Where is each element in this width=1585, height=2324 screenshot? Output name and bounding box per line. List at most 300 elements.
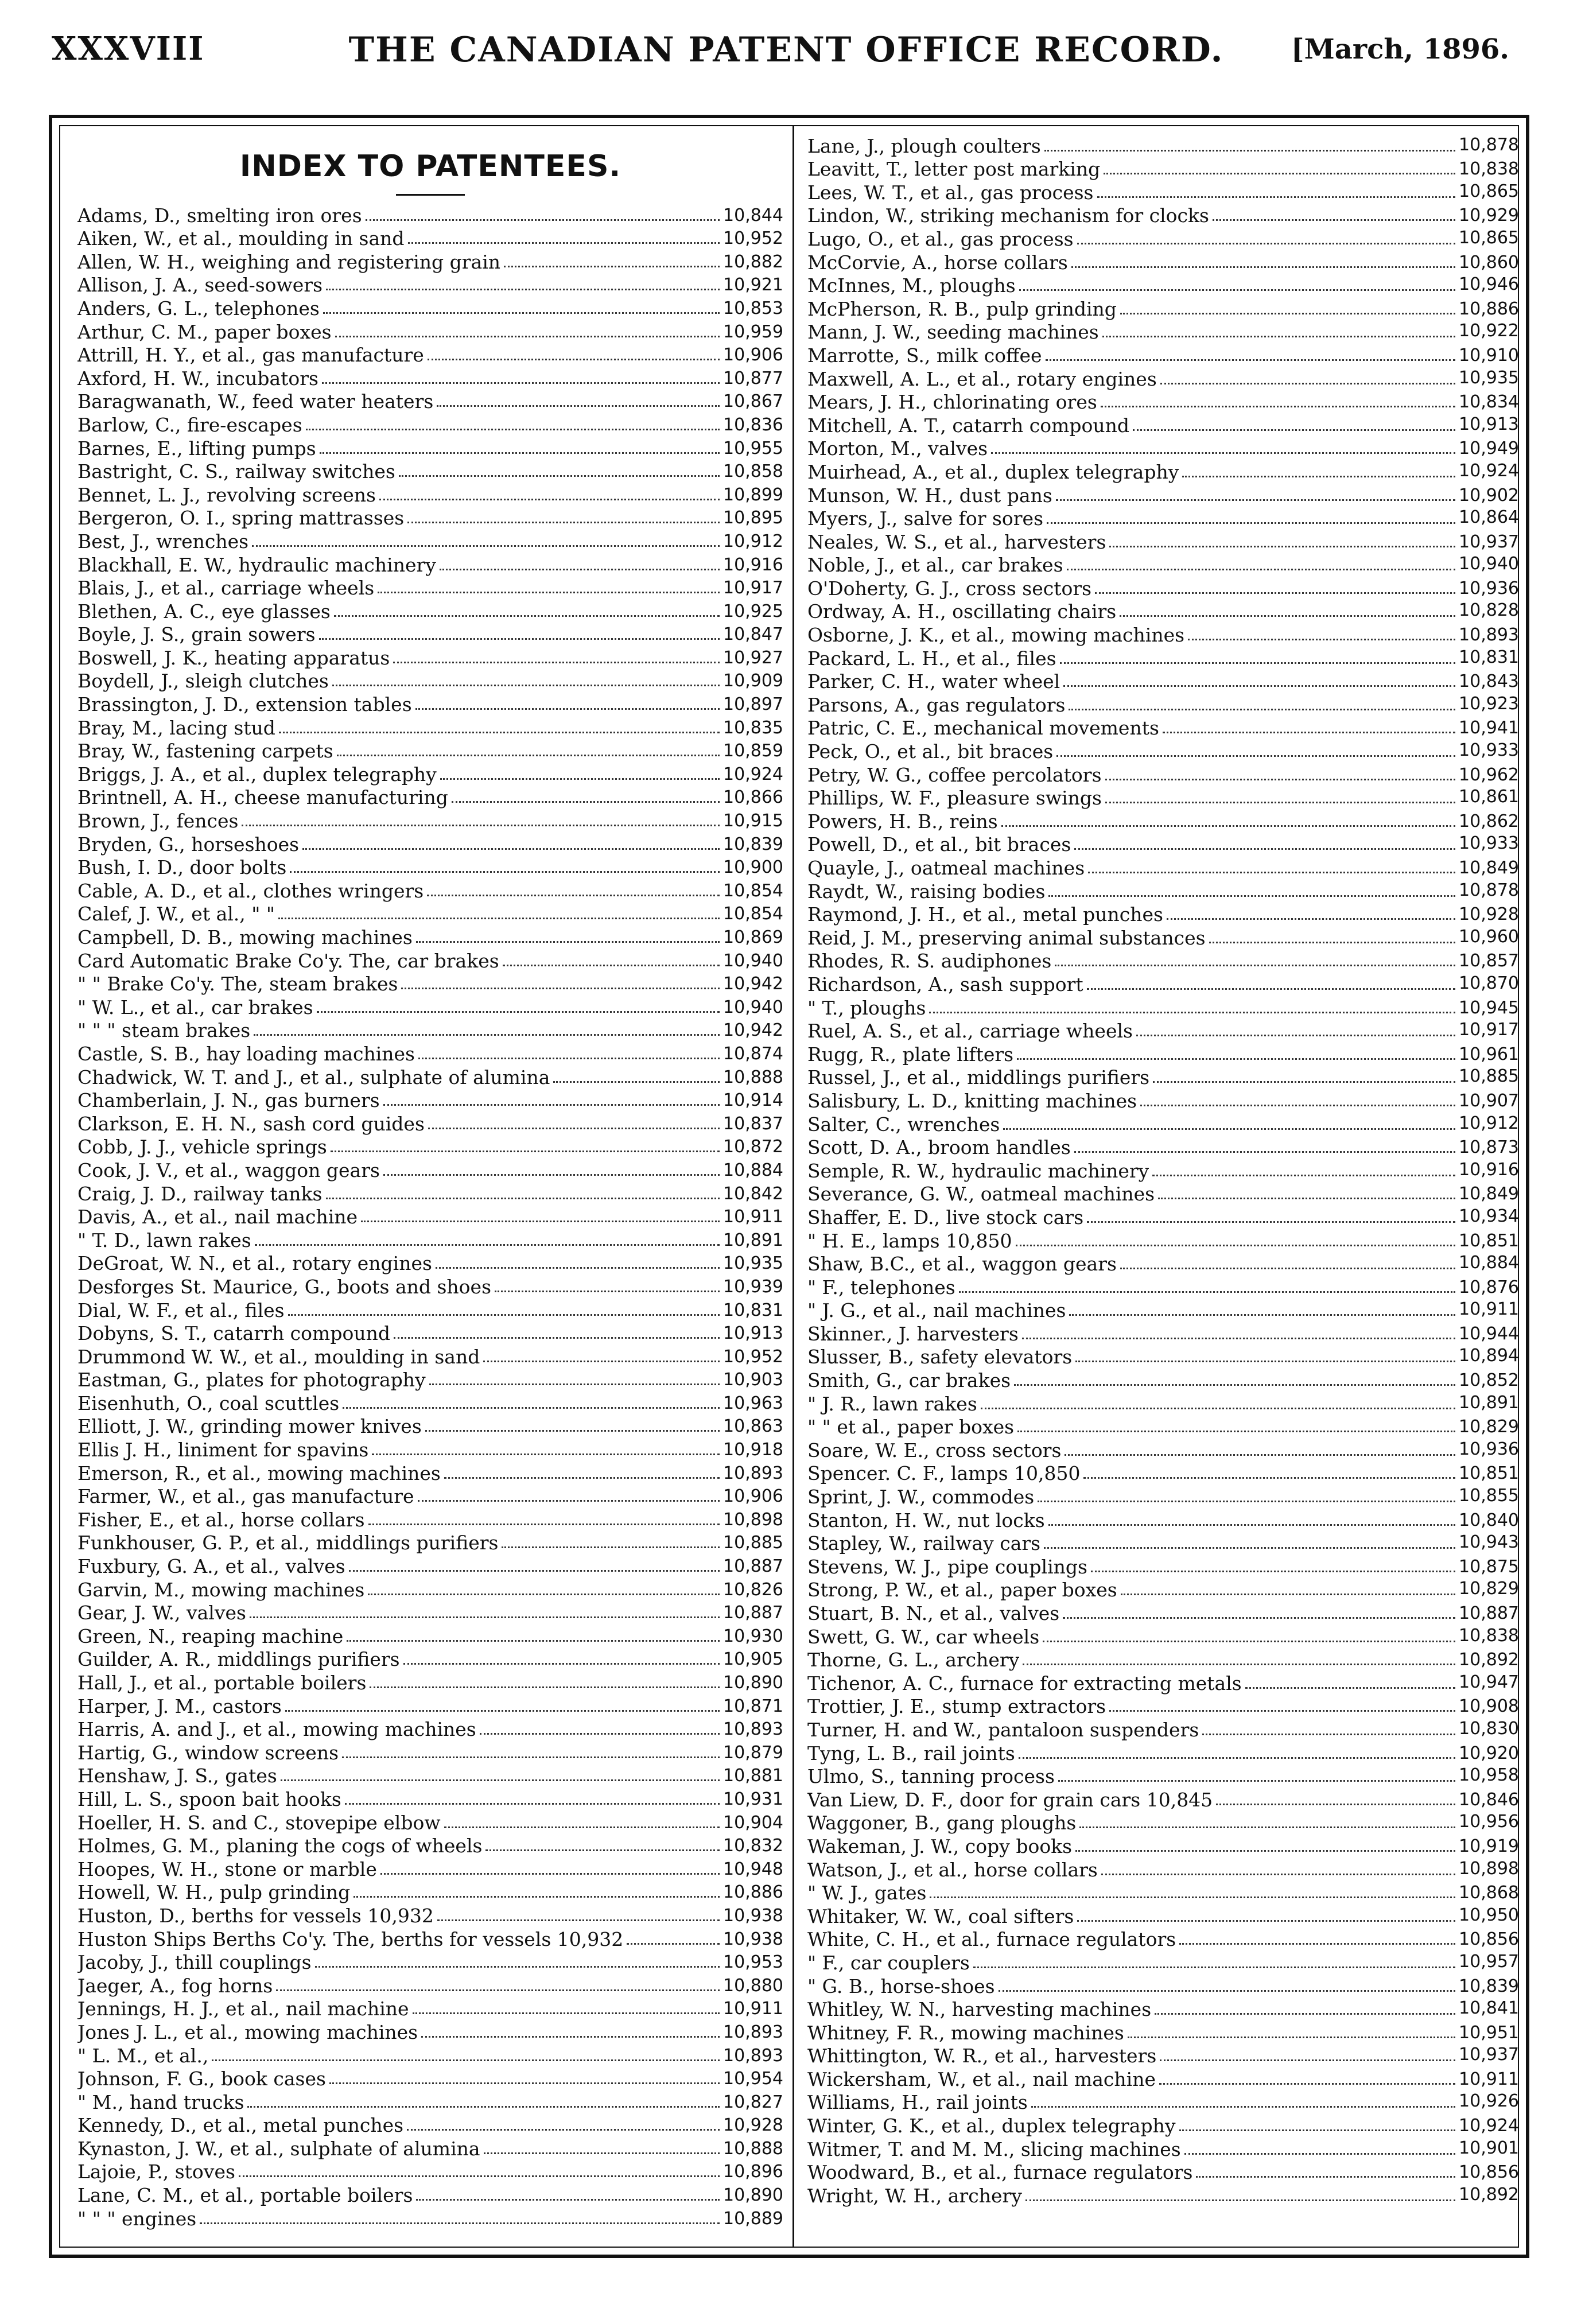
entry-name: Quayle, J., oatmeal machines [807, 857, 1085, 879]
patent-number: 10,893 [723, 2045, 783, 2066]
dot-leader [394, 1337, 720, 1339]
dot-leader [335, 336, 720, 337]
patent-number: 10,838 [1459, 159, 1519, 180]
index-entry [807, 1159, 1519, 1183]
entry-name: Dial, W. F., et al., files [77, 1299, 285, 1322]
dot-leader [306, 429, 720, 430]
patent-number: 10,870 [1459, 973, 1519, 993]
index-entry [807, 1905, 1519, 1928]
index-entry [77, 483, 783, 507]
entry-name: " T. D., lawn rakes [77, 1229, 251, 1252]
index-entry [77, 1438, 783, 1462]
index-entry [807, 1322, 1519, 1346]
index-entry [807, 1020, 1519, 1043]
entry-name: Huston Ships Berths Co'y. The, berths for vessels 10,932 [77, 1927, 624, 1950]
dot-leader [1014, 1384, 1455, 1386]
index-entry [807, 484, 1519, 507]
entry-name: Drummond W. W., et al., moulding in sand [77, 1345, 480, 1368]
entry-name: Ordway, A. H., oscillating chairs [807, 600, 1117, 623]
title-rule [396, 194, 465, 196]
patent-number: 10,885 [723, 1533, 783, 1553]
patent-number: 10,959 [723, 321, 783, 342]
patent-number: 10,913 [723, 1323, 783, 1344]
index-entry [807, 530, 1519, 554]
patent-number: 10,891 [723, 1230, 783, 1250]
patent-number: 10,913 [1459, 414, 1519, 434]
entry-name: McInnes, M., ploughs [807, 274, 1016, 297]
patent-number: 10,831 [1459, 647, 1519, 667]
index-entry [77, 1765, 783, 1788]
dot-leader [1091, 1571, 1455, 1572]
patent-number: 10,893 [723, 1463, 783, 1483]
dot-leader [1069, 1314, 1455, 1316]
patent-number: 10,839 [1459, 1976, 1519, 1996]
patent-number: 10,927 [723, 647, 783, 668]
patent-number: 10,887 [723, 1556, 783, 1577]
dot-leader [1087, 1221, 1455, 1223]
index-entry [807, 1555, 1519, 1579]
patent-number: 10,840 [1459, 1510, 1519, 1530]
dot-leader [379, 499, 720, 500]
entry-name: Stapley, W., railway cars [807, 1532, 1041, 1555]
dot-leader [1160, 2059, 1455, 2061]
index-entry [77, 1857, 783, 1881]
index-entry [77, 2067, 783, 2091]
patent-number: 10,961 [1459, 1044, 1519, 1064]
dot-leader [428, 359, 720, 360]
entry-name: Phillips, W. F., pleasure swings [807, 787, 1102, 810]
index-entry [807, 274, 1519, 298]
patent-number: 10,917 [723, 578, 783, 599]
dot-leader [437, 405, 720, 407]
dot-leader [337, 755, 720, 756]
dot-leader [440, 778, 720, 780]
index-entry [807, 1369, 1519, 1392]
dot-leader [1152, 1175, 1455, 1176]
patent-number: 10,923 [1459, 693, 1519, 714]
patent-number: 10,826 [723, 1579, 783, 1600]
patent-number: 10,834 [1459, 392, 1519, 413]
index-entry [807, 2091, 1519, 2115]
entry-name: Waggoner, B., gang ploughs [807, 1812, 1077, 1835]
entry-name: Osborne, J. K., et al., mowing machines [807, 624, 1185, 647]
entry-name: Noble, J., et al., car brakes [807, 554, 1063, 577]
patent-number: 10,924 [723, 764, 783, 784]
index-entry [77, 2020, 783, 2044]
entry-name: Allen, W. H., weighing and registering grain [77, 250, 501, 273]
dot-leader [342, 1756, 720, 1758]
index-entry [807, 367, 1519, 391]
index-entry [807, 1532, 1519, 1556]
dot-leader [437, 1919, 720, 1921]
dot-leader [504, 266, 720, 267]
entry-name: Kennedy, D., et al., metal punches [77, 2114, 404, 2137]
index-entry [77, 1206, 783, 1229]
patent-number: 10,829 [1459, 1579, 1519, 1599]
patent-number: 10,835 [723, 717, 783, 738]
entry-name: Boyle, J. S., grain sowers [77, 623, 316, 646]
dot-leader [1058, 1780, 1455, 1782]
dot-leader [302, 848, 720, 850]
patent-number: 10,905 [723, 1649, 783, 1670]
dot-leader [1216, 1804, 1455, 1805]
index-entry [77, 1392, 783, 1415]
index-entry [807, 973, 1519, 996]
patent-number: 10,880 [723, 1975, 783, 1996]
entry-name: Bergeron, O. I., spring mattrasses [77, 507, 405, 530]
dot-leader [991, 452, 1455, 454]
patent-number: 10,936 [1459, 578, 1519, 599]
index-title: INDEX TO PATENTEES. [239, 149, 621, 184]
entry-name: Soare, W. E., cross sectors [807, 1439, 1062, 1462]
index-entry [77, 740, 783, 763]
entry-name: Calef, J. W., et al., " " [77, 903, 275, 926]
index-entry [77, 367, 783, 390]
entry-name: Watson, J., et al., horse collars [807, 1858, 1098, 1881]
entry-name: Myers, J., salve for sores [807, 507, 1044, 530]
index-entry [77, 1927, 783, 1951]
dot-leader [1109, 1710, 1455, 1712]
patent-number: 10,853 [723, 298, 783, 318]
entry-name: Axford, H. W., incubators [77, 367, 318, 390]
dot-leader [1074, 848, 1455, 850]
dot-leader [427, 895, 720, 896]
entry-name: Powell, D., et al., bit braces [807, 833, 1071, 856]
dot-leader [281, 1779, 720, 1781]
patent-number: 10,878 [1459, 134, 1519, 155]
patent-number: 10,829 [1459, 1417, 1519, 1437]
dot-leader [1001, 825, 1455, 827]
index-entry [807, 134, 1519, 158]
patent-number: 10,899 [723, 484, 783, 505]
patent-number: 10,877 [723, 368, 783, 388]
patent-number: 10,933 [1459, 740, 1519, 761]
index-entry [807, 1509, 1519, 1532]
entry-name: Harris, A. and J., et al., mowing machines [77, 1718, 476, 1741]
dot-leader [323, 312, 720, 314]
index-entry [77, 1508, 783, 1532]
patent-number: 10,859 [723, 741, 783, 761]
patent-number: 10,865 [1459, 227, 1519, 248]
patent-number: 10,937 [1459, 2045, 1519, 2065]
index-entry [77, 1578, 783, 1602]
entry-name: Patric, C. E., mechanical movements [807, 717, 1159, 740]
entry-name: Wickersham, W., et al., nail machine [807, 2067, 1156, 2090]
dot-leader [1202, 1734, 1455, 1735]
entry-name: Anders, G. L., telephones [77, 297, 320, 320]
dot-leader [285, 1710, 720, 1712]
index-entry [807, 623, 1519, 647]
index-entry [77, 1881, 783, 1905]
index-entry [77, 553, 783, 577]
dot-leader [959, 1291, 1455, 1293]
dot-leader [627, 1943, 720, 1945]
entry-name: Brintnell, A. H., cheese manufacturing [77, 786, 448, 809]
index-entry [77, 786, 783, 810]
patent-number: 10,832 [723, 1836, 783, 1856]
index-entry [807, 1742, 1519, 1765]
dot-leader [1046, 359, 1455, 361]
dot-leader [407, 522, 720, 523]
patent-number: 10,906 [723, 345, 783, 366]
entry-name: Adams, D., smelting iron ores [77, 204, 362, 227]
dot-leader [1121, 1594, 1455, 1595]
entry-name: Attrill, H. Y., et al., gas manufacture [77, 344, 424, 367]
index-entry [77, 2183, 783, 2207]
index-entry [77, 2207, 783, 2230]
dot-leader [403, 1663, 720, 1665]
patent-number: 10,947 [1459, 1672, 1519, 1692]
dot-leader [408, 242, 720, 244]
index-entry [77, 1042, 783, 1066]
entry-name: Bastright, C. S., railway switches [77, 460, 395, 483]
entry-name: " " et al., paper boxes [807, 1416, 1015, 1439]
patent-number: 10,911 [723, 1999, 783, 2019]
patent-number: 10,855 [1459, 1486, 1519, 1506]
entry-name: Salisbury, L. D., knitting machines [807, 1089, 1137, 1112]
dot-leader [368, 1524, 720, 1525]
dot-leader [1048, 1524, 1455, 1526]
dot-leader [288, 1314, 720, 1316]
dot-leader [1019, 1757, 1455, 1759]
entry-name: Cook, J. V., et al., waggon gears [77, 1159, 380, 1182]
dot-leader [1083, 1477, 1455, 1479]
patent-number: 10,952 [723, 1346, 783, 1367]
patent-number: 10,847 [723, 624, 783, 645]
dot-leader [320, 452, 720, 454]
patent-number: 10,828 [1459, 600, 1519, 621]
dot-leader [429, 1383, 720, 1385]
entry-name: Raydt, W., raising bodies [807, 880, 1046, 903]
index-entry [807, 1346, 1519, 1369]
dot-leader [1213, 219, 1455, 221]
dot-leader [1245, 1687, 1455, 1689]
patent-number: 10,849 [1459, 1184, 1519, 1204]
dot-leader [278, 918, 720, 919]
index-entry [807, 1485, 1519, 1509]
index-entry [77, 996, 783, 1019]
dot-leader [250, 1616, 720, 1618]
index-entry [807, 1229, 1519, 1253]
patent-number: 10,881 [723, 1766, 783, 1786]
entry-name: Scott, D. A., broom handles [807, 1136, 1071, 1159]
index-entry [807, 1439, 1519, 1462]
index-entry [807, 2067, 1519, 2091]
index-entry [77, 507, 783, 530]
index-entry [807, 1858, 1519, 1882]
index-entry [807, 880, 1519, 903]
patent-number: 10,912 [723, 531, 783, 551]
patent-number: 10,841 [1459, 1998, 1519, 2019]
entry-name: Arthur, C. M., paper boxes [77, 320, 332, 343]
entry-name: Funkhouser, G. P., et al., middlings purifiers [77, 1532, 499, 1554]
index-entry [77, 1904, 783, 1927]
patent-number: 10,951 [1459, 2022, 1519, 2043]
index-entry [807, 740, 1519, 763]
index-entry [77, 577, 783, 600]
patent-number: 10,912 [1459, 1113, 1519, 1133]
dot-leader [440, 569, 720, 570]
entry-name: Huston, D., berths for vessels 10,932 [77, 1904, 434, 1927]
index-entry [77, 1136, 783, 1159]
entry-name: Briggs, J. A., et al., duplex telegraphy [77, 763, 437, 786]
entry-name: Allison, J. A., seed-sowers [77, 274, 323, 297]
patent-number: 10,922 [1459, 321, 1519, 341]
index-entry [807, 1718, 1519, 1742]
entry-name: Rugg, R., plate lifters [807, 1043, 1014, 1066]
patent-number: 10,910 [1459, 345, 1519, 366]
dot-leader [1019, 289, 1455, 291]
index-entry [807, 297, 1519, 321]
index-entry [807, 2114, 1519, 2138]
dot-leader [1077, 243, 1455, 244]
dot-leader [415, 708, 720, 710]
dot-leader [1047, 522, 1455, 524]
entry-name: Parsons, A., gas regulators [807, 693, 1066, 716]
dot-leader [393, 662, 720, 663]
index-entry [77, 344, 783, 367]
index-entry [77, 1182, 783, 1206]
dot-leader [252, 545, 720, 547]
patent-number: 10,931 [723, 1789, 783, 1809]
entry-name: Holmes, G. M., planing the cogs of wheels [77, 1835, 483, 1857]
patent-number: 10,854 [723, 904, 783, 924]
entry-name: Mann, J. W., seeding machines [807, 321, 1099, 344]
index-entry [807, 1882, 1519, 1905]
patent-number: 10,936 [1459, 1439, 1519, 1459]
dot-leader [326, 1198, 720, 1199]
index-entry [77, 2137, 783, 2160]
dot-leader [1095, 592, 1455, 594]
patent-number: 10,938 [723, 1905, 783, 1926]
entry-name: Rhodes, R. S. audiphones [807, 950, 1052, 973]
index-entry [77, 623, 783, 647]
entry-name: " " " engines [77, 2207, 197, 2230]
entry-name: Garvin, M., mowing machines [77, 1578, 365, 1601]
dot-leader [1055, 965, 1455, 966]
patent-number: 10,837 [723, 1113, 783, 1134]
entry-name: Reid, J. M., preserving animal substances [807, 926, 1206, 949]
patent-number: 10,955 [723, 438, 783, 458]
patent-number: 10,930 [723, 1626, 783, 1646]
index-entry [807, 996, 1519, 1020]
patent-number: 10,942 [723, 974, 783, 994]
index-entry [807, 1649, 1519, 1672]
entry-name: White, C. H., et al., furnace regulators [807, 1928, 1176, 1951]
entry-name: Raymond, J. H., et al., metal punches [807, 903, 1163, 926]
entry-name: " J. R., lawn rakes [807, 1392, 977, 1415]
dot-leader [1120, 615, 1455, 617]
patent-number: 10,919 [1459, 1836, 1519, 1856]
dot-leader [1120, 313, 1455, 314]
patent-number: 10,852 [1459, 1370, 1519, 1391]
dot-leader [212, 2059, 720, 2061]
index-entry [77, 1299, 783, 1322]
entry-name: Davis, A., et al., nail machine [77, 1206, 358, 1229]
patent-number: 10,903 [723, 1370, 783, 1390]
patent-number: 10,918 [723, 1440, 783, 1460]
index-entry [77, 2160, 783, 2184]
patent-number: 10,906 [723, 1486, 783, 1507]
dot-leader [428, 1128, 720, 1129]
dot-leader [279, 732, 720, 733]
index-entry [77, 670, 783, 693]
entry-name: Hoopes, W. H., stone or marble [77, 1857, 377, 1880]
dot-leader [1140, 1105, 1455, 1106]
patent-number: 10,939 [723, 1276, 783, 1297]
index-entry [807, 1695, 1519, 1719]
patent-number: 10,956 [1459, 1812, 1519, 1832]
entry-name: Lindon, W., striking mechanism for clocks [807, 204, 1209, 227]
dot-leader [1101, 406, 1455, 407]
entry-name: Richardson, A., sash support [807, 973, 1083, 996]
dot-leader [1167, 918, 1455, 920]
entry-name: Bray, W., fastening carpets [77, 740, 333, 763]
dot-leader [485, 1849, 720, 1851]
entry-name: Lane, J., plough coulters [807, 134, 1041, 157]
index-entry [807, 1625, 1519, 1649]
dot-leader [334, 615, 720, 617]
index-entry [77, 1229, 783, 1252]
patent-number: 10,911 [723, 1207, 783, 1227]
index-entry [77, 1741, 783, 1765]
entry-name: Lajoie, P., stoves [77, 2160, 235, 2183]
entry-name: Jacoby, J., thill couplings [77, 1951, 312, 1974]
page-number: XXXVIII [52, 30, 205, 68]
dot-leader [1017, 1431, 1455, 1432]
patent-number: 10,871 [723, 1696, 783, 1716]
dot-leader [1136, 1035, 1455, 1036]
dot-leader [930, 1896, 1455, 1898]
dot-leader [1063, 685, 1455, 687]
entry-name: Stanton, H. W., nut locks [807, 1509, 1045, 1532]
entry-name: Emerson, R., et al., mowing machines [77, 1462, 441, 1484]
entry-name: Jennings, H. J., et al., nail machine [77, 1997, 409, 2020]
dot-leader [416, 941, 720, 943]
patent-number: 10,915 [723, 811, 783, 831]
patent-number: 10,926 [1459, 2091, 1519, 2112]
dot-leader [1133, 429, 1455, 431]
dot-leader [416, 2199, 720, 2201]
patent-number: 10,963 [723, 1393, 783, 1413]
patent-number: 10,954 [723, 2069, 783, 2089]
dot-leader [1160, 383, 1455, 384]
index-entry [807, 647, 1519, 670]
patent-number: 10,933 [1459, 833, 1519, 854]
entry-name: Petry, W. G., coffee percolators [807, 763, 1102, 786]
entry-name: Hoeller, H. S. and C., stovepipe elbow [77, 1811, 441, 1834]
index-entry [807, 321, 1519, 344]
patent-number: 10,914 [723, 1090, 783, 1111]
dot-leader [322, 382, 720, 384]
index-entry [77, 297, 783, 320]
dot-leader [444, 1826, 720, 1828]
index-entry [807, 670, 1519, 694]
index-entry [77, 926, 783, 949]
index-entry [77, 437, 783, 460]
patent-number: 10,893 [1459, 625, 1519, 646]
dot-leader [418, 1500, 720, 1502]
dot-leader [347, 1640, 720, 1642]
index-entry [77, 1089, 783, 1113]
index-entry [807, 2021, 1519, 2045]
index-entry [77, 1787, 783, 1811]
patent-number: 10,892 [1459, 1650, 1519, 1670]
dot-leader [1056, 755, 1455, 757]
index-entry [77, 204, 783, 227]
dot-leader [1104, 173, 1455, 174]
entry-name: Clarkson, E. H. N., sash cord guides [77, 1112, 425, 1135]
